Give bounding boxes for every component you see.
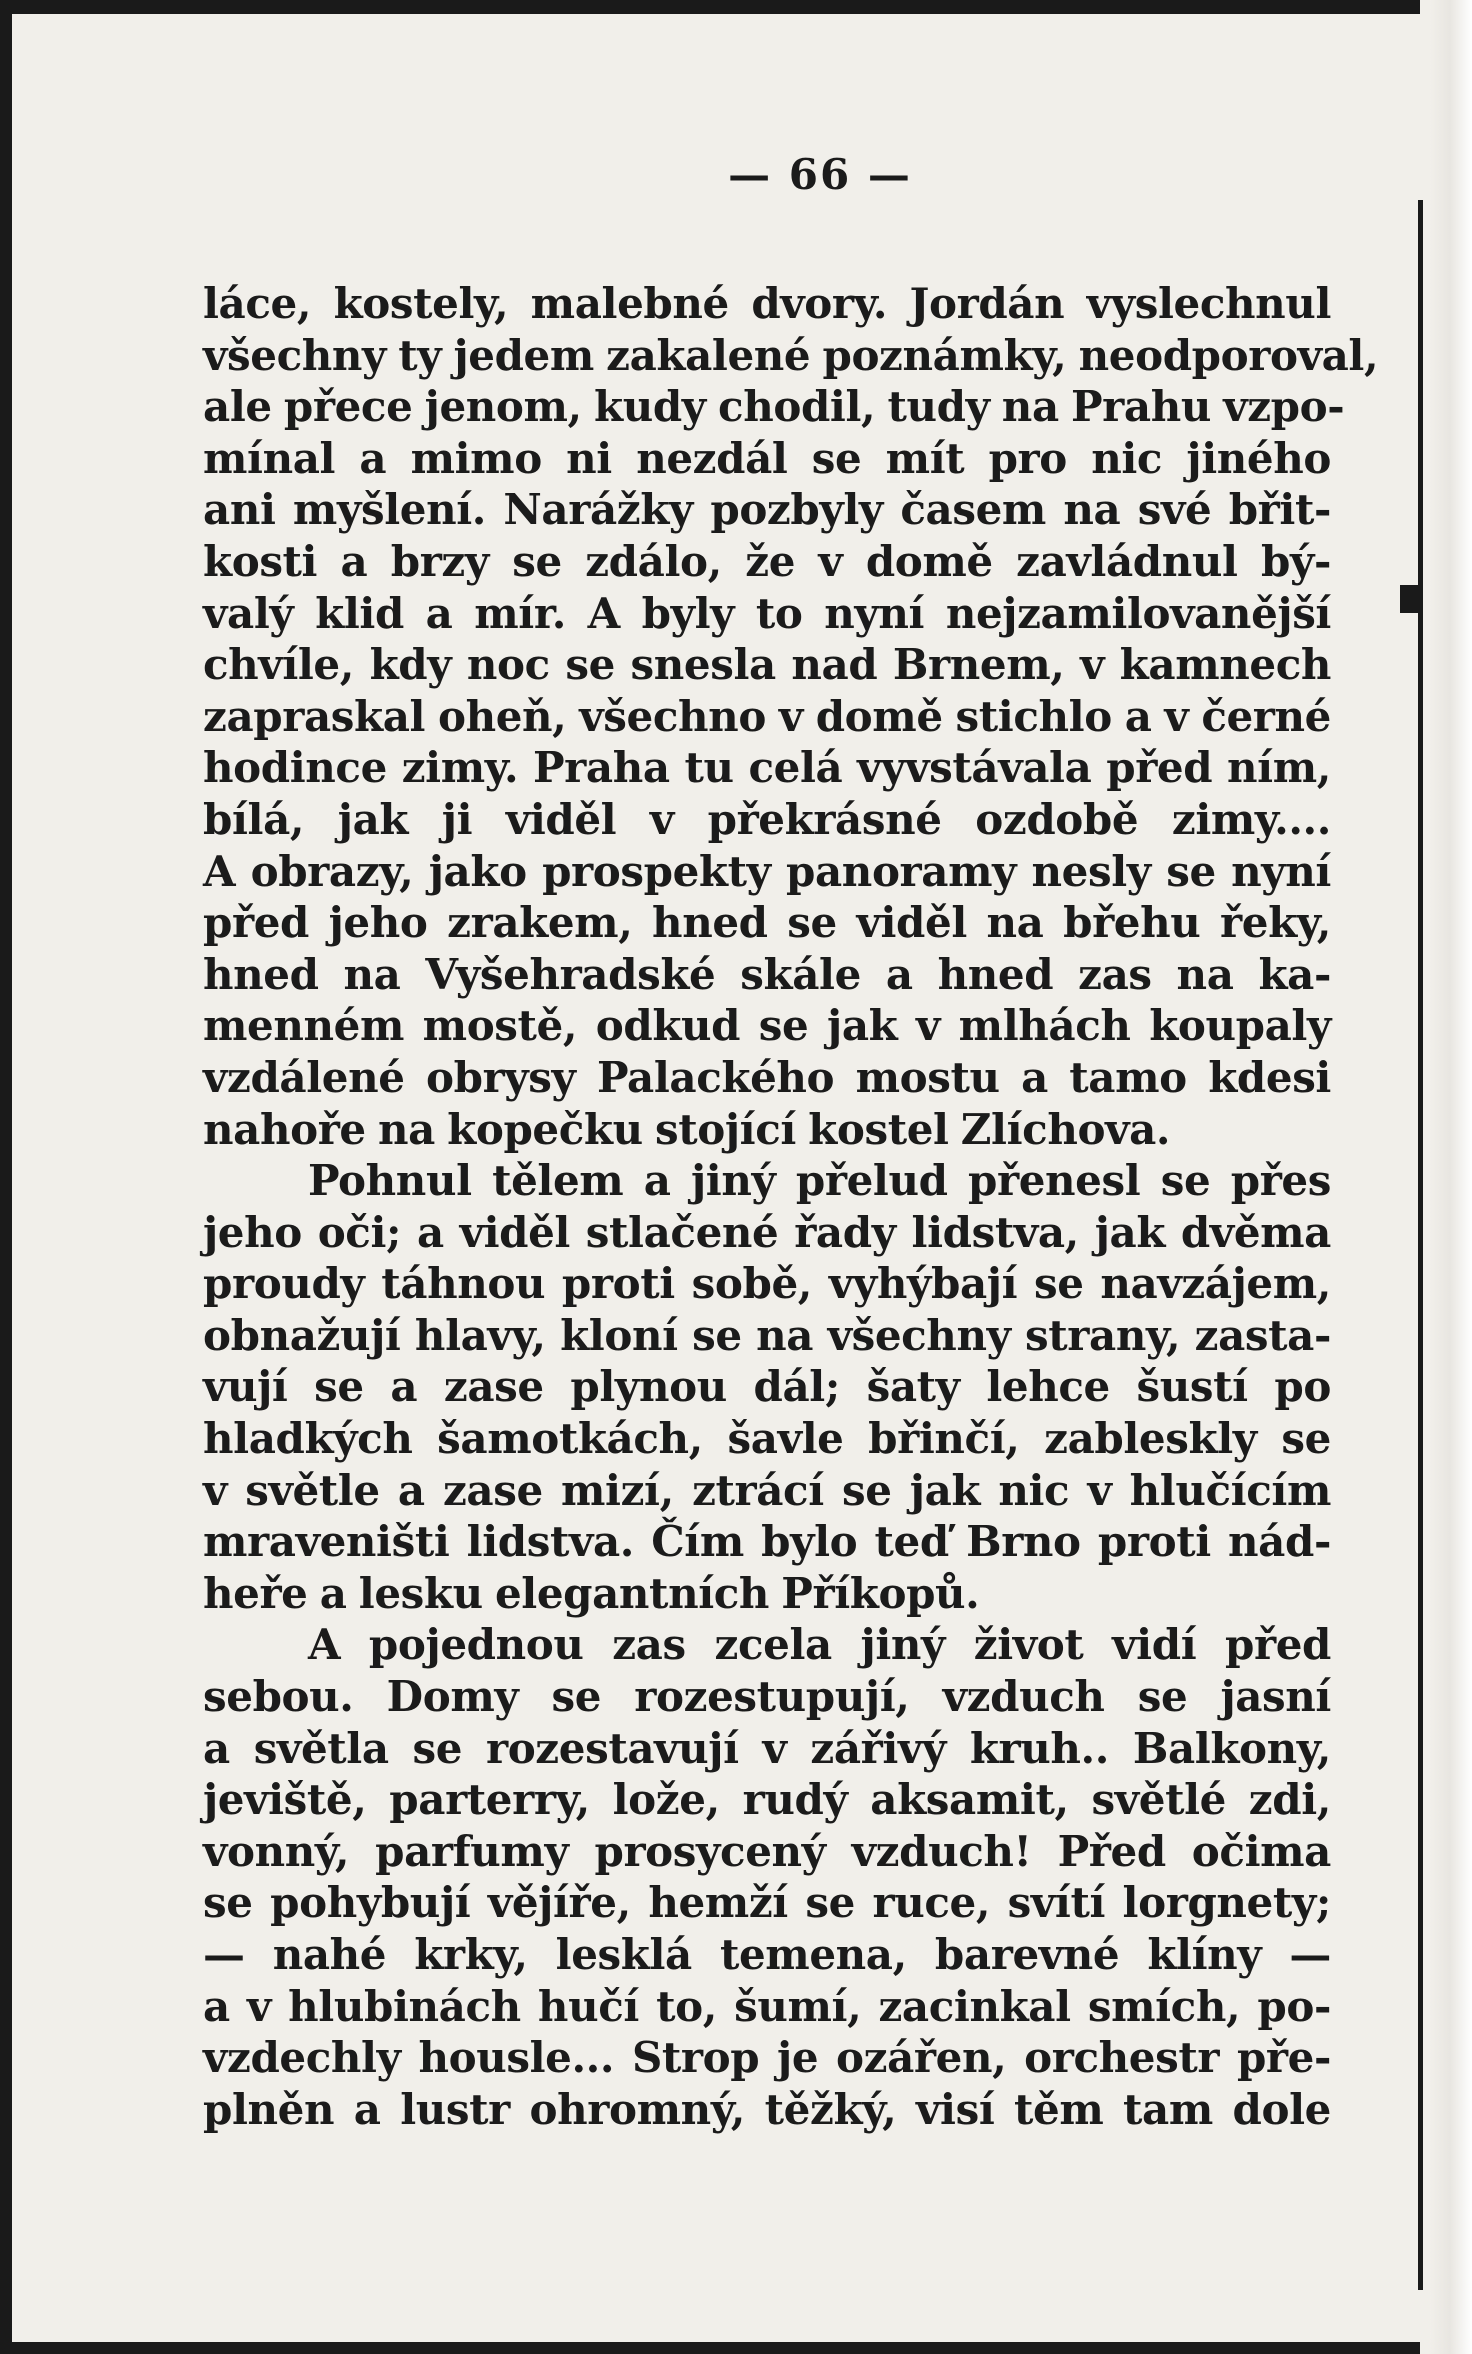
text-line: Pohnul tělem a jiný přelud přenesl se přes [308,1156,1331,1206]
text-line: a v hlubinách hučí to, šumí, zacinkal smích, po- [203,1981,1331,2031]
text-line: heře a lesku elegantních Příkopů. [203,1568,980,1618]
text-line: chvíle, kdy noc se snesla nad Brnem, v kamnech [203,640,1331,690]
text-line: se pohybují vějíře, hemží se ruce, svítí lorgnety; [203,1878,1331,1928]
text-line: všechny ty jedem zakalené poznámky, neodporoval, [203,330,1379,380]
text-line: — nahé krky, lesklá temena, barevné klíny — [203,1930,1331,1979]
text-line: obnažují hlavy, kloní se na všechny strany, zasta- [203,1310,1331,1360]
text-line: mínal a mimo ni nezdál se mít pro nic jiného [203,433,1331,483]
scan-edge [1420,0,1472,2354]
binding-shadow-line [1418,200,1423,2290]
text-line: bílá, jak ji viděl v překrásné ozdobě zimy.... [203,794,1331,844]
text-line: jeviště, parterry, lože, rudý aksamit, světlé zdi, [203,1775,1331,1825]
text-line: nahoře na kopečku stojící kostel Zlíchova. [203,1104,1171,1154]
text-line: vují se a zase plynou dál; šaty lehce šustí po [203,1362,1331,1412]
page-number: — 66 — [728,150,912,199]
text-line: ale přece jenom, kudy chodil, tudy na Prahu vzpo- [203,382,1345,432]
text-line: láce, kostely, malebné dvory. Jordán vyslechnul [203,279,1331,328]
text-line: A obrazy, jako prospekty panoramy nesly se nyní [203,846,1331,896]
text-line: plněn a lustr ohromný, těžký, visí těm tam dole [203,2084,1331,2134]
text-line: v světle a zase mizí, ztrácí se jak nic v hlučícím [203,1465,1331,1515]
text-line: jeho oči; a viděl stlačené řady lidstva, jak dvěma [203,1207,1331,1257]
text-line: zapraskal oheň, všechno v domě stichlo a v černé [203,691,1331,741]
text-line: mraveništi lidstva. Čím bylo teď Brno proti nád- [203,1517,1331,1567]
text-line: hned na Vyšehradské skále a hned zas na ka- [203,949,1331,999]
text-line: vzdechly housle... Strop je ozářen, orchestr pře- [203,2033,1331,2083]
text-line: valý klid a mír. A byly to nyní nejzamilovanější [203,588,1331,638]
text-line: hladkých šamotkách, šavle břinčí, zableskly se [203,1414,1331,1464]
text-line: sebou. Domy se rozestupují, vzduch se jasní [203,1672,1331,1722]
text-line: A pojednou zas zcela jiný život vidí před [308,1620,1331,1670]
body-text [203,278,1379,2135]
binding-mark [1400,585,1420,613]
text-line: proudy táhnou proti sobě, vyhýbají se navzájem, [203,1259,1331,1309]
text-line: menném mostě, odkud se jak v mlhách koupaly [203,1001,1331,1051]
text-line: a světla se rozestavují v zářivý kruh.. Balkony, [203,1723,1331,1773]
text-line: vzdálené obrysy Palackého mostu a tamo kdesi [203,1052,1331,1102]
text-line: před jeho zrakem, hned se viděl na břehu řeky, [203,898,1331,948]
text-line: hodince zimy. Praha tu celá vyvstávala před ním, [203,743,1331,793]
text-line: ani myšlení. Narážky pozbyly časem na své břit- [203,485,1331,535]
text-line: vonný, parfumy prosycený vzduch! Před očima [203,1826,1331,1876]
text-line: kosti a brzy se zdálo, že v domě zavládnul bý- [203,536,1331,586]
